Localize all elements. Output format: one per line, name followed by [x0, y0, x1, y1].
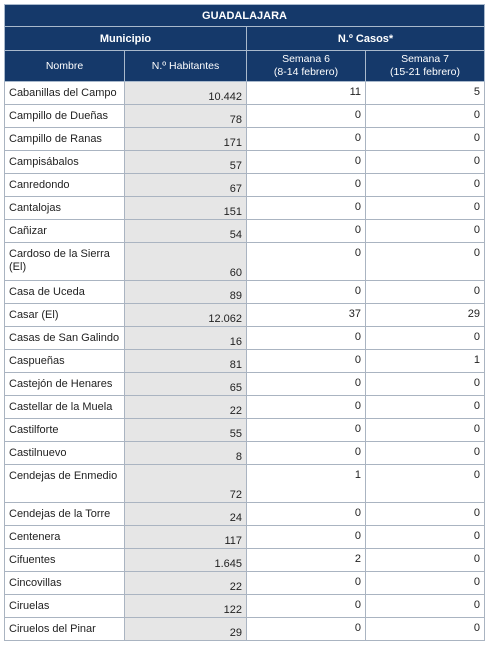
semana7-cases-cell: 0	[366, 618, 485, 641]
municipio-name-cell: Casa de Uceda	[5, 281, 125, 304]
habitantes-cell: 67	[125, 174, 247, 197]
municipio-name-cell: Ciruelos del Pinar	[5, 618, 125, 641]
semana6-column-header	[247, 51, 366, 82]
semana6-cases-cell: 0	[247, 151, 366, 174]
habitantes-cell: 65	[125, 373, 247, 396]
semana7-cases-cell: 0	[366, 419, 485, 442]
table-row	[5, 151, 485, 174]
semana7-cases-cell: 1	[366, 350, 485, 373]
table-row	[5, 549, 485, 572]
table-row	[5, 526, 485, 549]
semana6-cases-cell: 1	[247, 465, 366, 503]
table-title: GUADALAJARA	[5, 5, 485, 27]
table-row	[5, 128, 485, 151]
semana6-cases-cell: 0	[247, 174, 366, 197]
municipio-name-cell: Castellar de la Muela	[5, 396, 125, 419]
municipio-name-cell: Cincovillas	[5, 572, 125, 595]
table-row	[5, 442, 485, 465]
habitantes-cell: 10.442	[125, 82, 247, 105]
habitantes-cell: 57	[125, 151, 247, 174]
semana7-cases-cell: 0	[366, 243, 485, 281]
municipio-name-cell: Centenera	[5, 526, 125, 549]
semana6-cases-cell: 0	[247, 396, 366, 419]
semana6-cases-cell: 0	[247, 503, 366, 526]
habitantes-cell: 60	[125, 243, 247, 281]
semana7-cases-cell: 5	[366, 82, 485, 105]
habitantes-cell: 29	[125, 618, 247, 641]
semana7-cases-cell: 0	[366, 151, 485, 174]
semana7-cases-cell: 0	[366, 526, 485, 549]
semana7-cases-cell: 0	[366, 281, 485, 304]
habitantes-cell: 72	[125, 465, 247, 503]
semana6-cases-cell: 0	[247, 373, 366, 396]
semana7-label: Semana 7	[401, 53, 449, 65]
table-row	[5, 595, 485, 618]
municipio-name-cell: Campillo de Ranas	[5, 128, 125, 151]
semana7-cases-cell: 29	[366, 304, 485, 327]
habitantes-cell: 8	[125, 442, 247, 465]
semana6-cases-cell: 0	[247, 419, 366, 442]
municipio-group-header: Municipio	[5, 27, 247, 51]
semana6-cases-cell: 0	[247, 595, 366, 618]
semana6-cases-cell: 0	[247, 618, 366, 641]
semana6-cases-cell: 0	[247, 350, 366, 373]
table-row	[5, 327, 485, 350]
semana7-cases-cell: 0	[366, 327, 485, 350]
table-row	[5, 396, 485, 419]
municipio-name-cell: Castilforte	[5, 419, 125, 442]
municipio-name-cell: Cendejas de Enmedio	[5, 465, 125, 503]
habitantes-cell: 122	[125, 595, 247, 618]
table-row	[5, 503, 485, 526]
semana6-cases-cell: 0	[247, 281, 366, 304]
semana7-cases-cell: 0	[366, 572, 485, 595]
semana7-cases-cell: 0	[366, 396, 485, 419]
table-row	[5, 220, 485, 243]
table-row	[5, 281, 485, 304]
semana6-cases-cell: 2	[247, 549, 366, 572]
habitantes-cell: 81	[125, 350, 247, 373]
semana6-cases-cell: 0	[247, 105, 366, 128]
table-row	[5, 105, 485, 128]
semana7-column-header	[366, 51, 485, 82]
table-row	[5, 373, 485, 396]
municipio-name-cell: Ciruelas	[5, 595, 125, 618]
semana6-cases-cell: 0	[247, 128, 366, 151]
table-row	[5, 304, 485, 327]
semana7-cases-cell: 0	[366, 373, 485, 396]
habitantes-cell: 54	[125, 220, 247, 243]
semana6-cases-cell: 0	[247, 526, 366, 549]
table-row	[5, 618, 485, 641]
habitantes-cell: 12.062	[125, 304, 247, 327]
municipio-name-cell: Cifuentes	[5, 549, 125, 572]
habitantes-cell: 16	[125, 327, 247, 350]
semana7-cases-cell: 0	[366, 128, 485, 151]
semana7-cases-cell: 0	[366, 595, 485, 618]
semana6-cases-cell: 0	[247, 197, 366, 220]
municipio-name-cell: Campisábalos	[5, 151, 125, 174]
semana7-cases-cell: 0	[366, 503, 485, 526]
table-body	[5, 82, 485, 641]
municipio-name-cell: Campillo de Dueñas	[5, 105, 125, 128]
semana6-range: (8-14 febrero)	[273, 66, 339, 78]
table-row	[5, 174, 485, 197]
municipio-name-cell: Cantalojas	[5, 197, 125, 220]
municipio-name-cell: Cabanillas del Campo	[5, 82, 125, 105]
municipio-name-cell: Canredondo	[5, 174, 125, 197]
table-row	[5, 197, 485, 220]
habitantes-column-header: N.º Habitantes	[125, 51, 247, 82]
semana7-cases-cell: 0	[366, 174, 485, 197]
table-row	[5, 465, 485, 503]
cases-table-container	[4, 4, 484, 641]
habitantes-cell: 1.645	[125, 549, 247, 572]
semana7-range: (15-21 febrero)	[389, 66, 461, 78]
municipio-name-cell: Cardoso de la Sierra (El)	[5, 243, 125, 281]
semana6-cases-cell: 0	[247, 572, 366, 595]
semana7-cases-cell: 0	[366, 465, 485, 503]
habitantes-cell: 89	[125, 281, 247, 304]
cases-table	[4, 4, 485, 641]
table-row	[5, 572, 485, 595]
nombre-column-header: Nombre	[5, 51, 125, 82]
table-row	[5, 419, 485, 442]
semana7-cases-cell: 0	[366, 197, 485, 220]
municipio-name-cell: Casar (El)	[5, 304, 125, 327]
habitantes-cell: 55	[125, 419, 247, 442]
table-row	[5, 243, 485, 281]
municipio-name-cell: Casas de San Galindo	[5, 327, 125, 350]
municipio-name-cell: Caspueñas	[5, 350, 125, 373]
semana7-cases-cell: 0	[366, 549, 485, 572]
habitantes-cell: 171	[125, 128, 247, 151]
semana7-cases-cell: 0	[366, 442, 485, 465]
semana6-cases-cell: 0	[247, 220, 366, 243]
habitantes-cell: 22	[125, 396, 247, 419]
habitantes-cell: 151	[125, 197, 247, 220]
semana6-cases-cell: 0	[247, 243, 366, 281]
semana6-cases-cell: 0	[247, 442, 366, 465]
habitantes-cell: 24	[125, 503, 247, 526]
semana6-label: Semana 6	[282, 53, 330, 65]
table-row	[5, 350, 485, 373]
semana7-cases-cell: 0	[366, 220, 485, 243]
semana6-cases-cell: 11	[247, 82, 366, 105]
table-row	[5, 82, 485, 105]
municipio-name-cell: Castilnuevo	[5, 442, 125, 465]
habitantes-cell: 78	[125, 105, 247, 128]
municipio-name-cell: Castejón de Henares	[5, 373, 125, 396]
municipio-name-cell: Cendejas de la Torre	[5, 503, 125, 526]
habitantes-cell: 22	[125, 572, 247, 595]
habitantes-cell: 117	[125, 526, 247, 549]
semana6-cases-cell: 37	[247, 304, 366, 327]
semana7-cases-cell: 0	[366, 105, 485, 128]
semana6-cases-cell: 0	[247, 327, 366, 350]
municipio-name-cell: Cañizar	[5, 220, 125, 243]
casos-group-header: N.º Casos*	[247, 27, 485, 51]
